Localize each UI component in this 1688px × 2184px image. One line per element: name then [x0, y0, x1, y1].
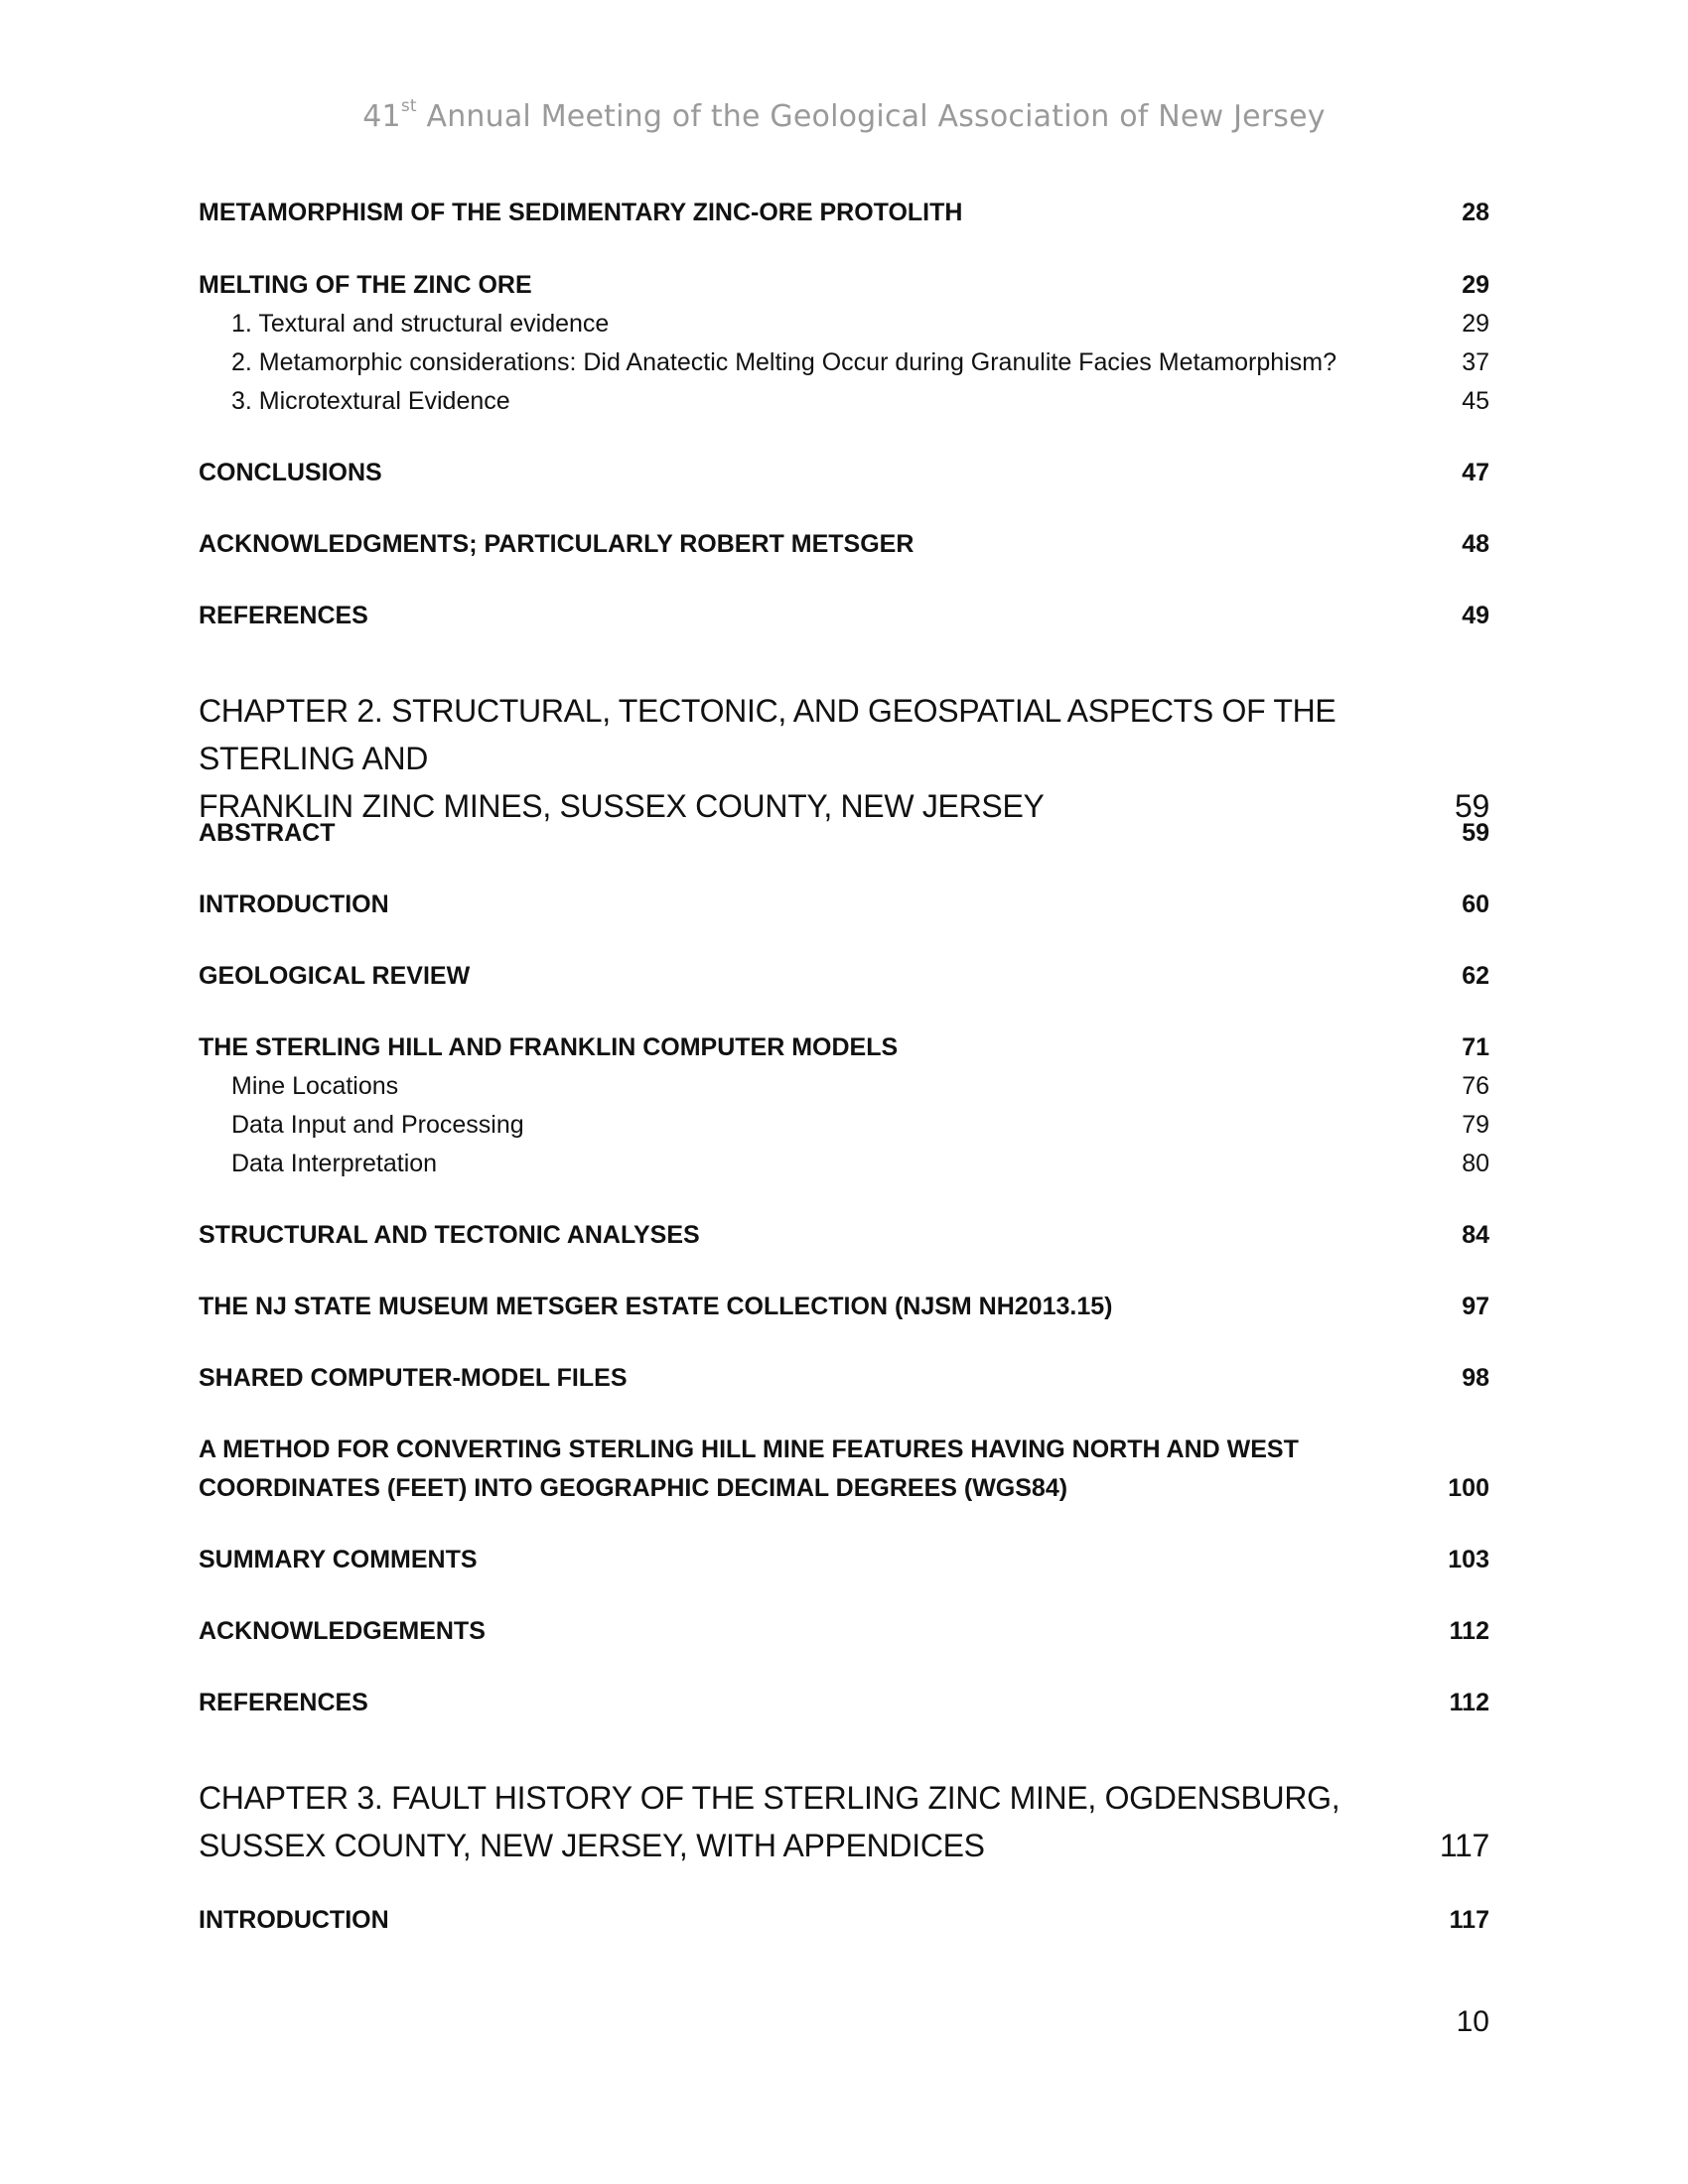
toc-entry-title: CONCLUSIONS	[199, 459, 382, 486]
toc-chapter-page: 117	[1439, 1828, 1489, 1863]
toc-entry-page: 60	[1462, 890, 1489, 918]
toc-entry-page: 100	[1448, 1474, 1489, 1502]
toc-entry-title: MELTING OF THE ZINC ORE	[199, 271, 532, 299]
toc-subentry[interactable]	[199, 382, 1489, 421]
toc-entry-title: REFERENCES	[199, 1689, 368, 1716]
header-ordinal-suffix: st	[400, 96, 417, 116]
toc-entry-page: 112	[1449, 1689, 1489, 1716]
toc-entry-title: SHARED COMPUTER-MODEL FILES	[199, 1364, 628, 1392]
toc-entry-title-line2: COORDINATES (FEET) INTO GEOGRAPHIC DECIMAL DEGREES (WGS84)	[199, 1474, 1068, 1502]
toc-entry-title: GEOLOGICAL REVIEW	[199, 962, 471, 990]
toc-entry[interactable]	[199, 454, 1489, 492]
toc-entry[interactable]	[199, 1028, 1489, 1067]
toc-subentry-page: 79	[1462, 1111, 1489, 1139]
toc-subentry[interactable]	[199, 1067, 1489, 1106]
toc-subentry-title: Data Interpretation	[231, 1150, 438, 1177]
toc-entry-title: REFERENCES	[199, 602, 368, 629]
toc-entry-page: 47	[1462, 459, 1489, 486]
toc-entry[interactable]	[199, 1359, 1489, 1398]
toc-entry-title: ABSTRACT	[199, 819, 336, 847]
toc-chapter-title-line1: CHAPTER 3. FAULT HISTORY OF THE STERLING ZINC MINE, OGDENSBURG,	[199, 1780, 1340, 1816]
toc-entry[interactable]	[199, 1612, 1489, 1651]
toc-entry[interactable]	[199, 525, 1489, 564]
toc-subentry[interactable]	[199, 305, 1489, 343]
toc-entry-page: 49	[1462, 602, 1489, 629]
toc-entry-page: 71	[1462, 1033, 1489, 1061]
toc-entry-page: 29	[1462, 271, 1489, 299]
toc-entry[interactable]	[199, 957, 1489, 996]
toc-entry-page: 59	[1462, 819, 1489, 847]
toc-entry[interactable]	[199, 1684, 1489, 1722]
toc-entry[interactable]	[199, 597, 1489, 635]
toc-subentry[interactable]	[199, 1145, 1489, 1183]
toc-entry[interactable]	[199, 194, 1489, 232]
toc-entry-page: 28	[1462, 199, 1489, 226]
toc-entry-title-line1: A METHOD FOR CONVERTING STERLING HILL MINE FEATURES HAVING NORTH AND WEST	[199, 1435, 1299, 1463]
toc-subentry-title: 1. Textural and structural evidence	[231, 310, 610, 338]
toc-entry-page: 117	[1449, 1906, 1489, 1934]
toc-entry[interactable]	[199, 886, 1489, 924]
toc-entry-page: 97	[1462, 1293, 1489, 1320]
header-text: Annual Meeting of the Geological Association of New Jersey	[416, 99, 1326, 134]
toc-subentry-title: 3. Microtextural Evidence	[231, 387, 510, 415]
toc-subentry-page: 45	[1462, 387, 1489, 415]
toc-entry-title: METAMORPHISM OF THE SEDIMENTARY ZINC-ORE PROTOLITH	[199, 199, 963, 226]
toc-entry-page: 84	[1462, 1221, 1489, 1249]
toc-chapter[interactable]	[199, 687, 1489, 830]
toc-subentry-title: 2. Metamorphic considerations: Did Anatectic Melting Occur during Granulite Facies Metamorphism?	[231, 348, 1336, 376]
toc-entry[interactable]	[199, 266, 1489, 305]
toc-chapter[interactable]	[199, 1774, 1489, 1869]
toc-subentry-title: Mine Locations	[231, 1072, 399, 1100]
toc-subentry-title: Data Input and Processing	[231, 1111, 524, 1139]
toc-entry[interactable]	[199, 1541, 1489, 1579]
toc-entry[interactable]	[199, 1216, 1489, 1255]
toc-entry-title: SUMMARY COMMENTS	[199, 1546, 478, 1573]
toc-subentry-page: 80	[1462, 1150, 1489, 1177]
toc-entry-title: INTRODUCTION	[199, 890, 389, 918]
toc-entry-title: ACKNOWLEDGEMENTS	[199, 1617, 486, 1645]
toc-entry-page: 98	[1462, 1364, 1489, 1392]
toc-entry-page: 48	[1462, 530, 1489, 558]
toc-chapter-title-line2: FRANKLIN ZINC MINES, SUSSEX COUNTY, NEW JERSEY	[199, 788, 1045, 824]
toc-entry-page: 103	[1448, 1546, 1489, 1573]
toc-entry[interactable]	[199, 1431, 1489, 1508]
toc-chapter-title-line2: SUSSEX COUNTY, NEW JERSEY, WITH APPENDICES	[199, 1828, 985, 1863]
toc-subentry-page: 29	[1462, 310, 1489, 338]
toc-entry-title: THE NJ STATE MUSEUM METSGER ESTATE COLLECTION (NJSM NH2013.15)	[199, 1293, 1113, 1320]
toc-chapter-title-line1: CHAPTER 2. STRUCTURAL, TECTONIC, AND GEOSPATIAL ASPECTS OF THE STERLING AND	[199, 693, 1336, 776]
toc-entry-page: 112	[1449, 1617, 1489, 1645]
toc-entry-page: 62	[1462, 962, 1489, 990]
toc-subentry-page: 76	[1462, 1072, 1489, 1100]
toc-entry-title: ACKNOWLEDGMENTS; PARTICULARLY ROBERT METSGER	[199, 530, 914, 558]
toc-subentry[interactable]	[199, 1106, 1489, 1145]
toc-entry-title: THE STERLING HILL AND FRANKLIN COMPUTER MODELS	[199, 1033, 899, 1061]
toc-entry-title: STRUCTURAL AND TECTONIC ANALYSES	[199, 1221, 700, 1249]
toc-entry[interactable]	[199, 814, 1489, 853]
toc-chapter-page: 59	[1455, 788, 1489, 824]
toc-entry[interactable]	[199, 1288, 1489, 1326]
header-ordinal: 41	[362, 99, 401, 134]
running-header	[0, 96, 1688, 134]
toc-entry-title: INTRODUCTION	[199, 1906, 389, 1934]
toc-subentry[interactable]	[199, 343, 1489, 382]
toc-subentry-page: 37	[1462, 348, 1489, 376]
page-number: 10	[1456, 2005, 1489, 2038]
toc-entry[interactable]	[199, 1901, 1489, 1940]
